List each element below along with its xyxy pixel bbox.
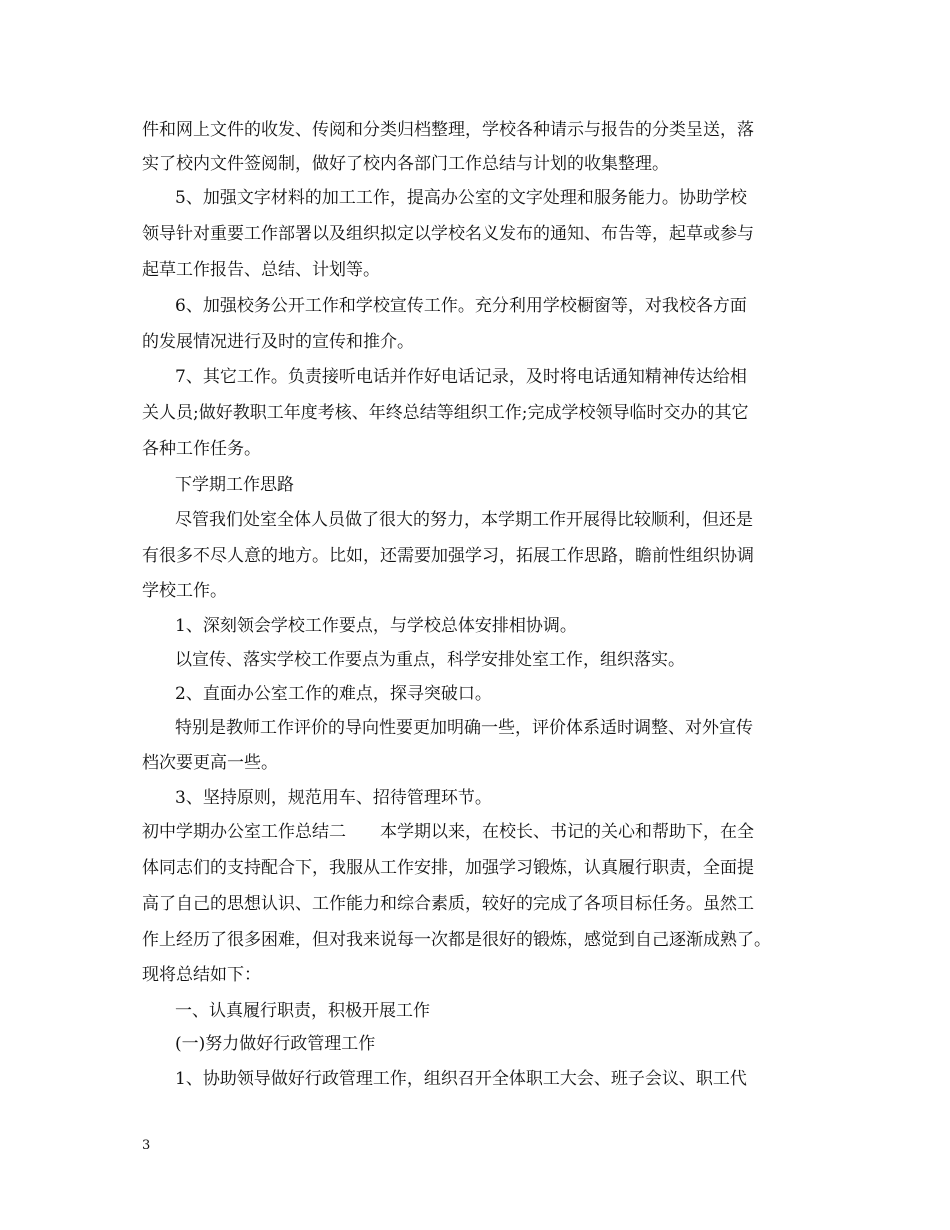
text-line: 特别是教师工作评价的导向性要更加明确一些，评价体系适时调整、对外宣传 [175,718,753,738]
text-line: 1、深刻领会学校工作要点，与学校总体安排相协调。 [175,616,577,636]
text-line: 2、直面办公室工作的难点，探寻突破口。 [175,684,492,704]
text-line: 有很多不尽人意的地方。比如，还需要加强学习，拓展工作思路，瞻前性组织协调 [142,546,754,566]
section-heading: 一、认真履行职责，积极开展工作 [175,1001,430,1021]
text-line: 关人员;做好教职工年度考核、年终总结等组织工作;完成学校领导临时交办的其它 [142,403,749,423]
text-line: 体同志们的支持配合下，我服从工作安排，加强学习锻炼，认真履行职责，全面提 [142,858,754,878]
text-line: 高了自己的思想认识、工作能力和综合素质，较好的完成了各项目标任务。虽然工 [142,894,754,914]
text-line: 学校工作。 [142,581,227,601]
section-heading: 下学期工作思路 [175,475,294,495]
text-line: 以宣传、落实学校工作要点为重点，科学安排处室工作，组织落实。 [175,650,685,670]
text-line: 的发展情况进行及时的宣传和推介。 [142,332,414,352]
text-line: 各种工作任务。 [142,439,261,459]
text-line: 初中学期办公室工作总结二 本学期以来，在校长、书记的关心和帮助下，在全 [142,822,754,842]
text-line: 3、坚持原则，规范用车、招待管理环节。 [175,788,492,808]
text-line: 1、协助领导做好行政管理工作，组织召开全体职工大会、班子会议、职工代 [175,1069,747,1089]
text-line: 领导针对重要工作部署以及组织拟定以学校名义发布的通知、布告等，起草或参与 [142,224,754,244]
text-line: 档次要更高一些。 [142,753,278,773]
sub-heading: (一)努力做好行政管理工作 [175,1034,376,1054]
page-number: 3 [142,1138,151,1153]
text-line: 作上经历了很多困难，但对我来说每一次都是很好的锻炼，感觉到自己逐渐成熟了。 [142,930,771,950]
text-line: 尽管我们处室全体人员做了很大的努力，本学期工作开展得比较顺利，但还是 [175,510,753,530]
text-line: 6、加强校务公开工作和学校宣传工作。充分利用学校橱窗等，对我校各方面 [175,296,747,316]
text-line: 实了校内文件签阅制，做好了校内各部门工作总结与计划的收集整理。 [142,154,669,174]
text-line: 起草工作报告、总结、计划等。 [142,260,380,280]
text-line: 7、其它工作。负责接听电话并作好电话记录，及时将电话通知精神传达给相 [175,367,747,387]
text-line: 5、加强文字材料的加工工作，提高办公室的文字处理和服务能力。协助学校 [175,188,747,208]
text-line: 件和网上文件的收发、传阅和分类归档整理，学校各种请示与报告的分类呈送，落 [142,120,754,140]
text-line: 现将总结如下： [142,965,261,985]
